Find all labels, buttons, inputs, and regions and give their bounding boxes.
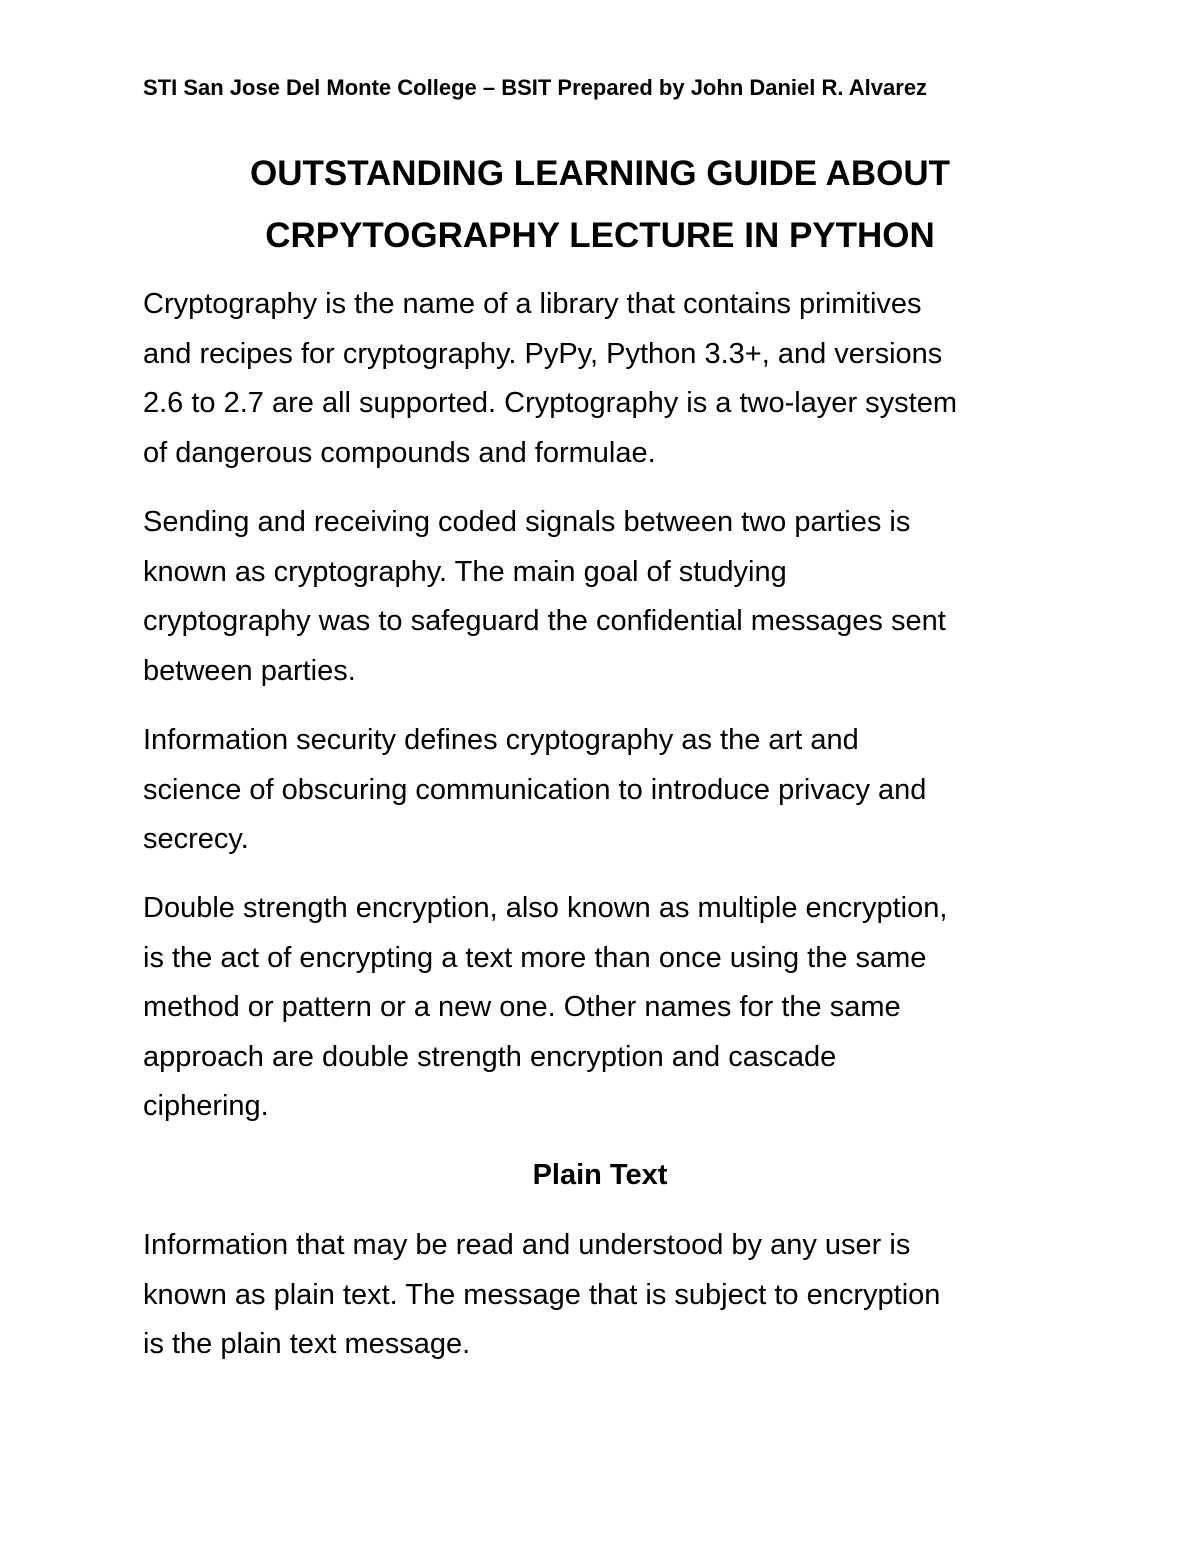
title-line: CRPYTOGRAPHY LECTURE IN PYTHON — [265, 216, 935, 255]
title-line: OUTSTANDING LEARNING GUIDE ABOUT — [250, 154, 950, 193]
paragraph-line: Cryptography is the name of a library that contains primitives — [143, 288, 922, 320]
paragraph-line: approach are double strength encryption and cascade — [143, 1040, 837, 1073]
paragraph-line: method or pattern or a new one. Other names for the same — [143, 991, 901, 1023]
paragraph-line: Sending and receiving coded signals between two parties is — [143, 506, 911, 538]
paragraph-line: ciphering. — [143, 1090, 269, 1122]
paragraph-plain-text — [143, 1221, 1057, 1370]
paragraph-coded-signals — [143, 498, 1057, 696]
paragraph-information-security — [143, 716, 1057, 865]
paragraph-line: known as cryptography. The main goal of studying — [143, 555, 787, 588]
paragraph-line: science of obscuring communication to introduce privacy and — [143, 773, 927, 806]
paragraph-line: between parties. — [143, 654, 356, 687]
document-title — [143, 143, 1057, 267]
paragraph-line: Information that may be read and understood by any user is — [143, 1229, 911, 1261]
paragraph-line: 2.6 to 2.7 are all supported. Cryptography is a two-layer system — [143, 387, 957, 419]
paragraph-line: secrecy. — [143, 823, 249, 855]
paragraph-line: Information security defines cryptography as the art and — [143, 724, 859, 756]
paragraph-line: and recipes for cryptography. PyPy, Python 3.3+, and versions — [143, 337, 943, 370]
paragraph-line: is the act of encrypting a text more than once using the same — [143, 941, 927, 974]
page-header: STI San Jose Del Monte College – BSIT Prepared by John Daniel R. Alvarez — [143, 75, 928, 100]
paragraph-line: known as plain text. The message that is subject to encryption — [143, 1278, 941, 1311]
paragraph-line: Double strength encryption, also known as multiple encryption, — [143, 892, 948, 924]
section-heading-plain-text: Plain Text — [532, 1159, 668, 1191]
paragraph-line: is the plain text message. — [143, 1328, 471, 1360]
paragraph-double-strength-encryption — [143, 884, 1057, 1132]
paragraph-library-intro — [143, 280, 1057, 478]
paragraph-line: cryptography was to safeguard the confidential messages sent — [143, 605, 946, 637]
paragraph-line: of dangerous compounds and formulae. — [143, 436, 656, 469]
